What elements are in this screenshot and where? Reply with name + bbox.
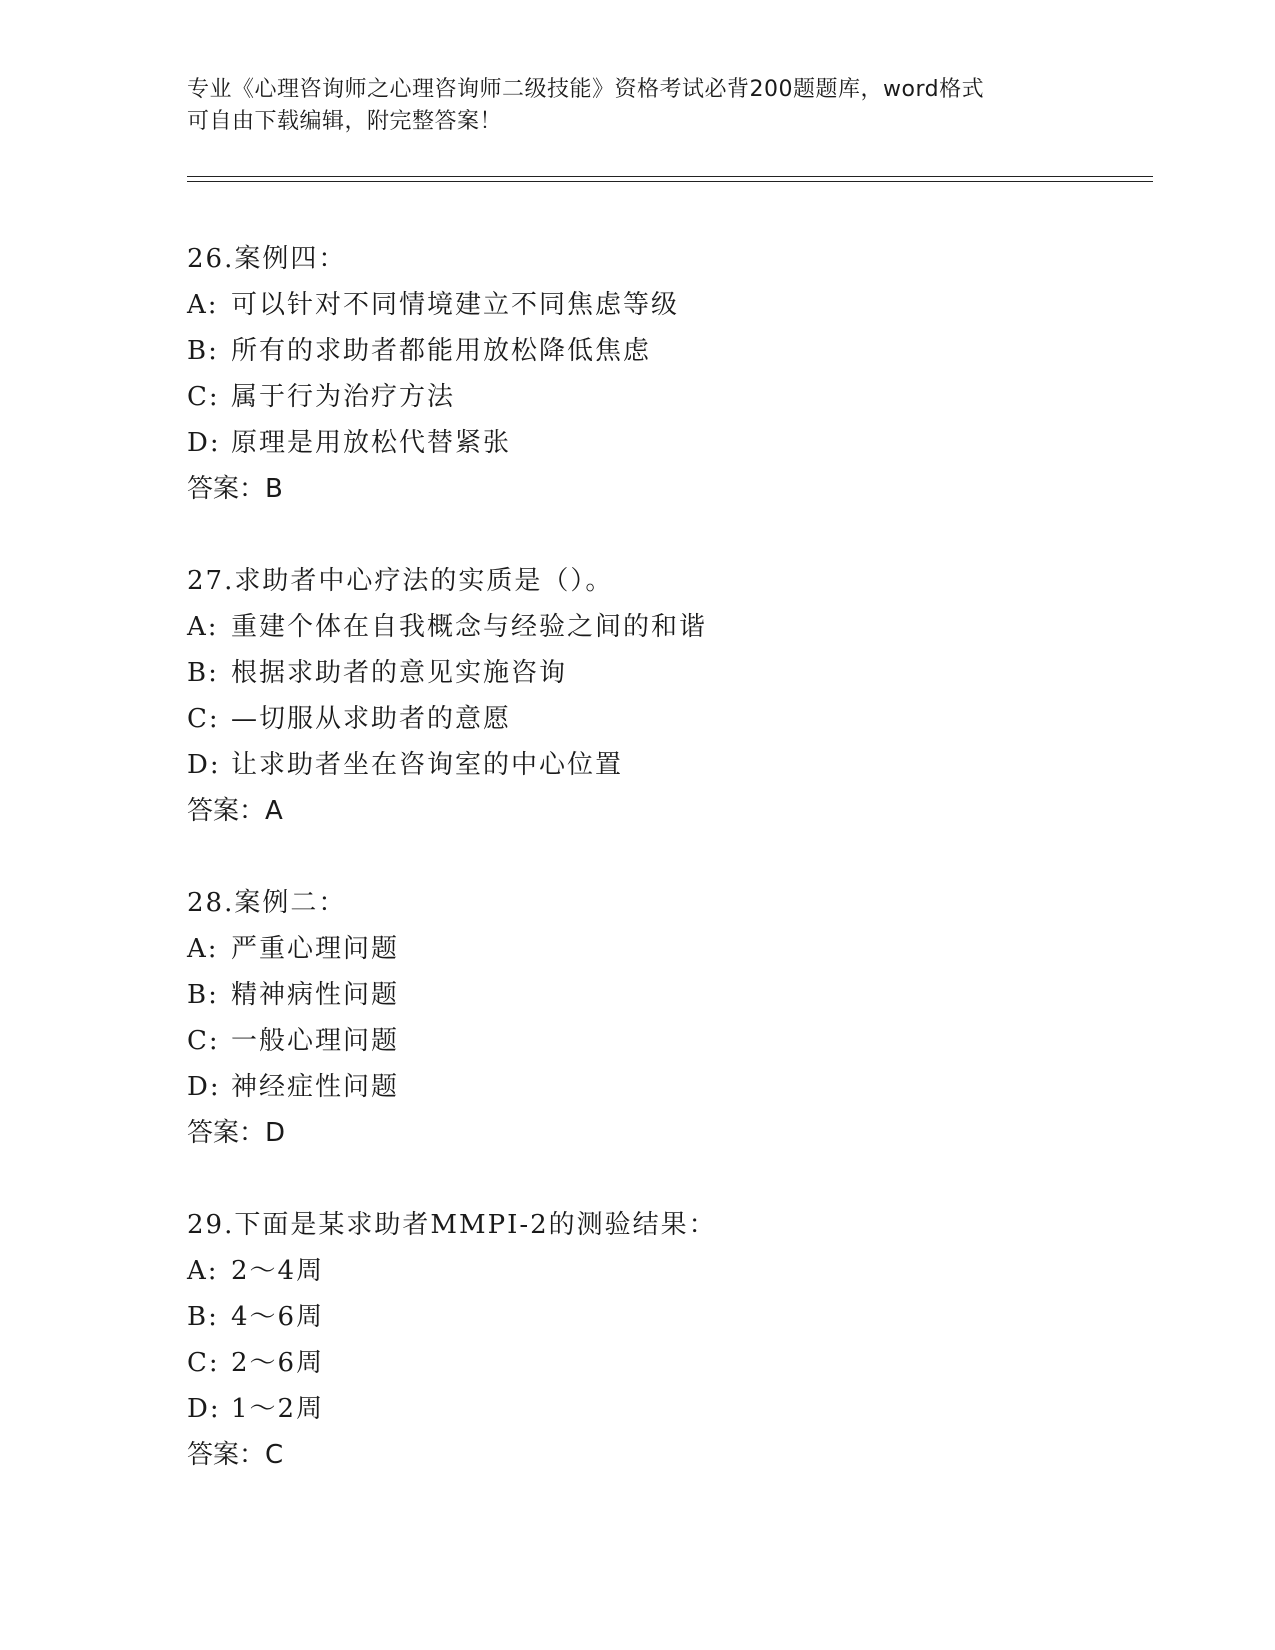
option-b — [187, 972, 1147, 1018]
question-28 — [187, 880, 1147, 1156]
option-key: A: — [187, 1256, 219, 1286]
question-29 — [187, 1202, 1147, 1478]
option-a — [187, 926, 1147, 972]
option-key: C: — [187, 1026, 220, 1056]
option-text: 根据求助者的意见实施咨询 — [231, 658, 568, 688]
header-divider-top — [187, 176, 1153, 177]
answer-line: 答案：B — [187, 474, 283, 504]
question-stem: 28.案例二： — [187, 888, 347, 918]
option-text: 让求助者坐在咨询室的中心位置 — [231, 750, 624, 780]
question-27 — [187, 558, 1147, 834]
option-text: 原理是用放松代替紧张 — [231, 428, 512, 458]
option-key: A: — [187, 612, 219, 642]
option-text: —切服从求助者的意愿 — [231, 704, 512, 734]
question-list — [187, 236, 1147, 1524]
option-c — [187, 1340, 1147, 1386]
option-key: C: — [187, 1348, 220, 1378]
option-d — [187, 1386, 1147, 1432]
option-text: 4～6周 — [231, 1302, 325, 1332]
option-text: 1～2周 — [231, 1394, 325, 1424]
option-d — [187, 742, 1147, 788]
option-key: D: — [187, 1072, 221, 1102]
option-text: 2～6周 — [231, 1348, 325, 1378]
question-26 — [187, 236, 1147, 512]
answer-line: 答案：C — [187, 1440, 284, 1470]
option-text: 重建个体在自我概念与经验之间的和谐 — [231, 612, 708, 642]
option-text: 精神病性问题 — [231, 980, 400, 1010]
option-b — [187, 650, 1147, 696]
option-b — [187, 328, 1147, 374]
option-text: 一般心理问题 — [231, 1026, 400, 1056]
option-b — [187, 1294, 1147, 1340]
option-text: 神经症性问题 — [231, 1072, 400, 1102]
option-key: A: — [187, 290, 219, 320]
option-text: 可以针对不同情境建立不同焦虑等级 — [231, 290, 680, 320]
option-key: D: — [187, 1394, 221, 1424]
option-a — [187, 282, 1147, 328]
option-c — [187, 374, 1147, 420]
option-key: A: — [187, 934, 219, 964]
header-line-1: 专业《心理咨询师之心理咨询师二级技能》资格考试必背200题题库，word格式 — [187, 77, 985, 102]
option-key: B: — [187, 1302, 219, 1332]
question-stem: 26.案例四： — [187, 244, 347, 274]
option-text: 严重心理问题 — [231, 934, 400, 964]
header-line-2: 可自由下载编辑，附完整答案！ — [187, 109, 503, 134]
option-d — [187, 420, 1147, 466]
option-key: D: — [187, 750, 221, 780]
option-a — [187, 604, 1147, 650]
question-stem: 29.下面是某求助者MMPI-2的测验结果： — [187, 1210, 717, 1240]
document-header — [187, 74, 1087, 138]
answer-line: 答案：A — [187, 796, 283, 826]
option-c — [187, 696, 1147, 742]
option-key: B: — [187, 980, 219, 1010]
option-text: 属于行为治疗方法 — [231, 382, 456, 412]
question-stem: 27.求助者中心疗法的实质是（）。 — [187, 566, 614, 596]
option-key: C: — [187, 704, 220, 734]
header-divider-bottom — [187, 181, 1153, 182]
option-c — [187, 1018, 1147, 1064]
option-key: C: — [187, 382, 220, 412]
option-d — [187, 1064, 1147, 1110]
option-text: 所有的求助者都能用放松降低焦虑 — [231, 336, 652, 366]
option-key: D: — [187, 428, 221, 458]
answer-line: 答案：D — [187, 1118, 286, 1148]
option-key: B: — [187, 336, 219, 366]
option-a — [187, 1248, 1147, 1294]
option-key: B: — [187, 658, 219, 688]
option-text: 2～4周 — [231, 1256, 325, 1286]
